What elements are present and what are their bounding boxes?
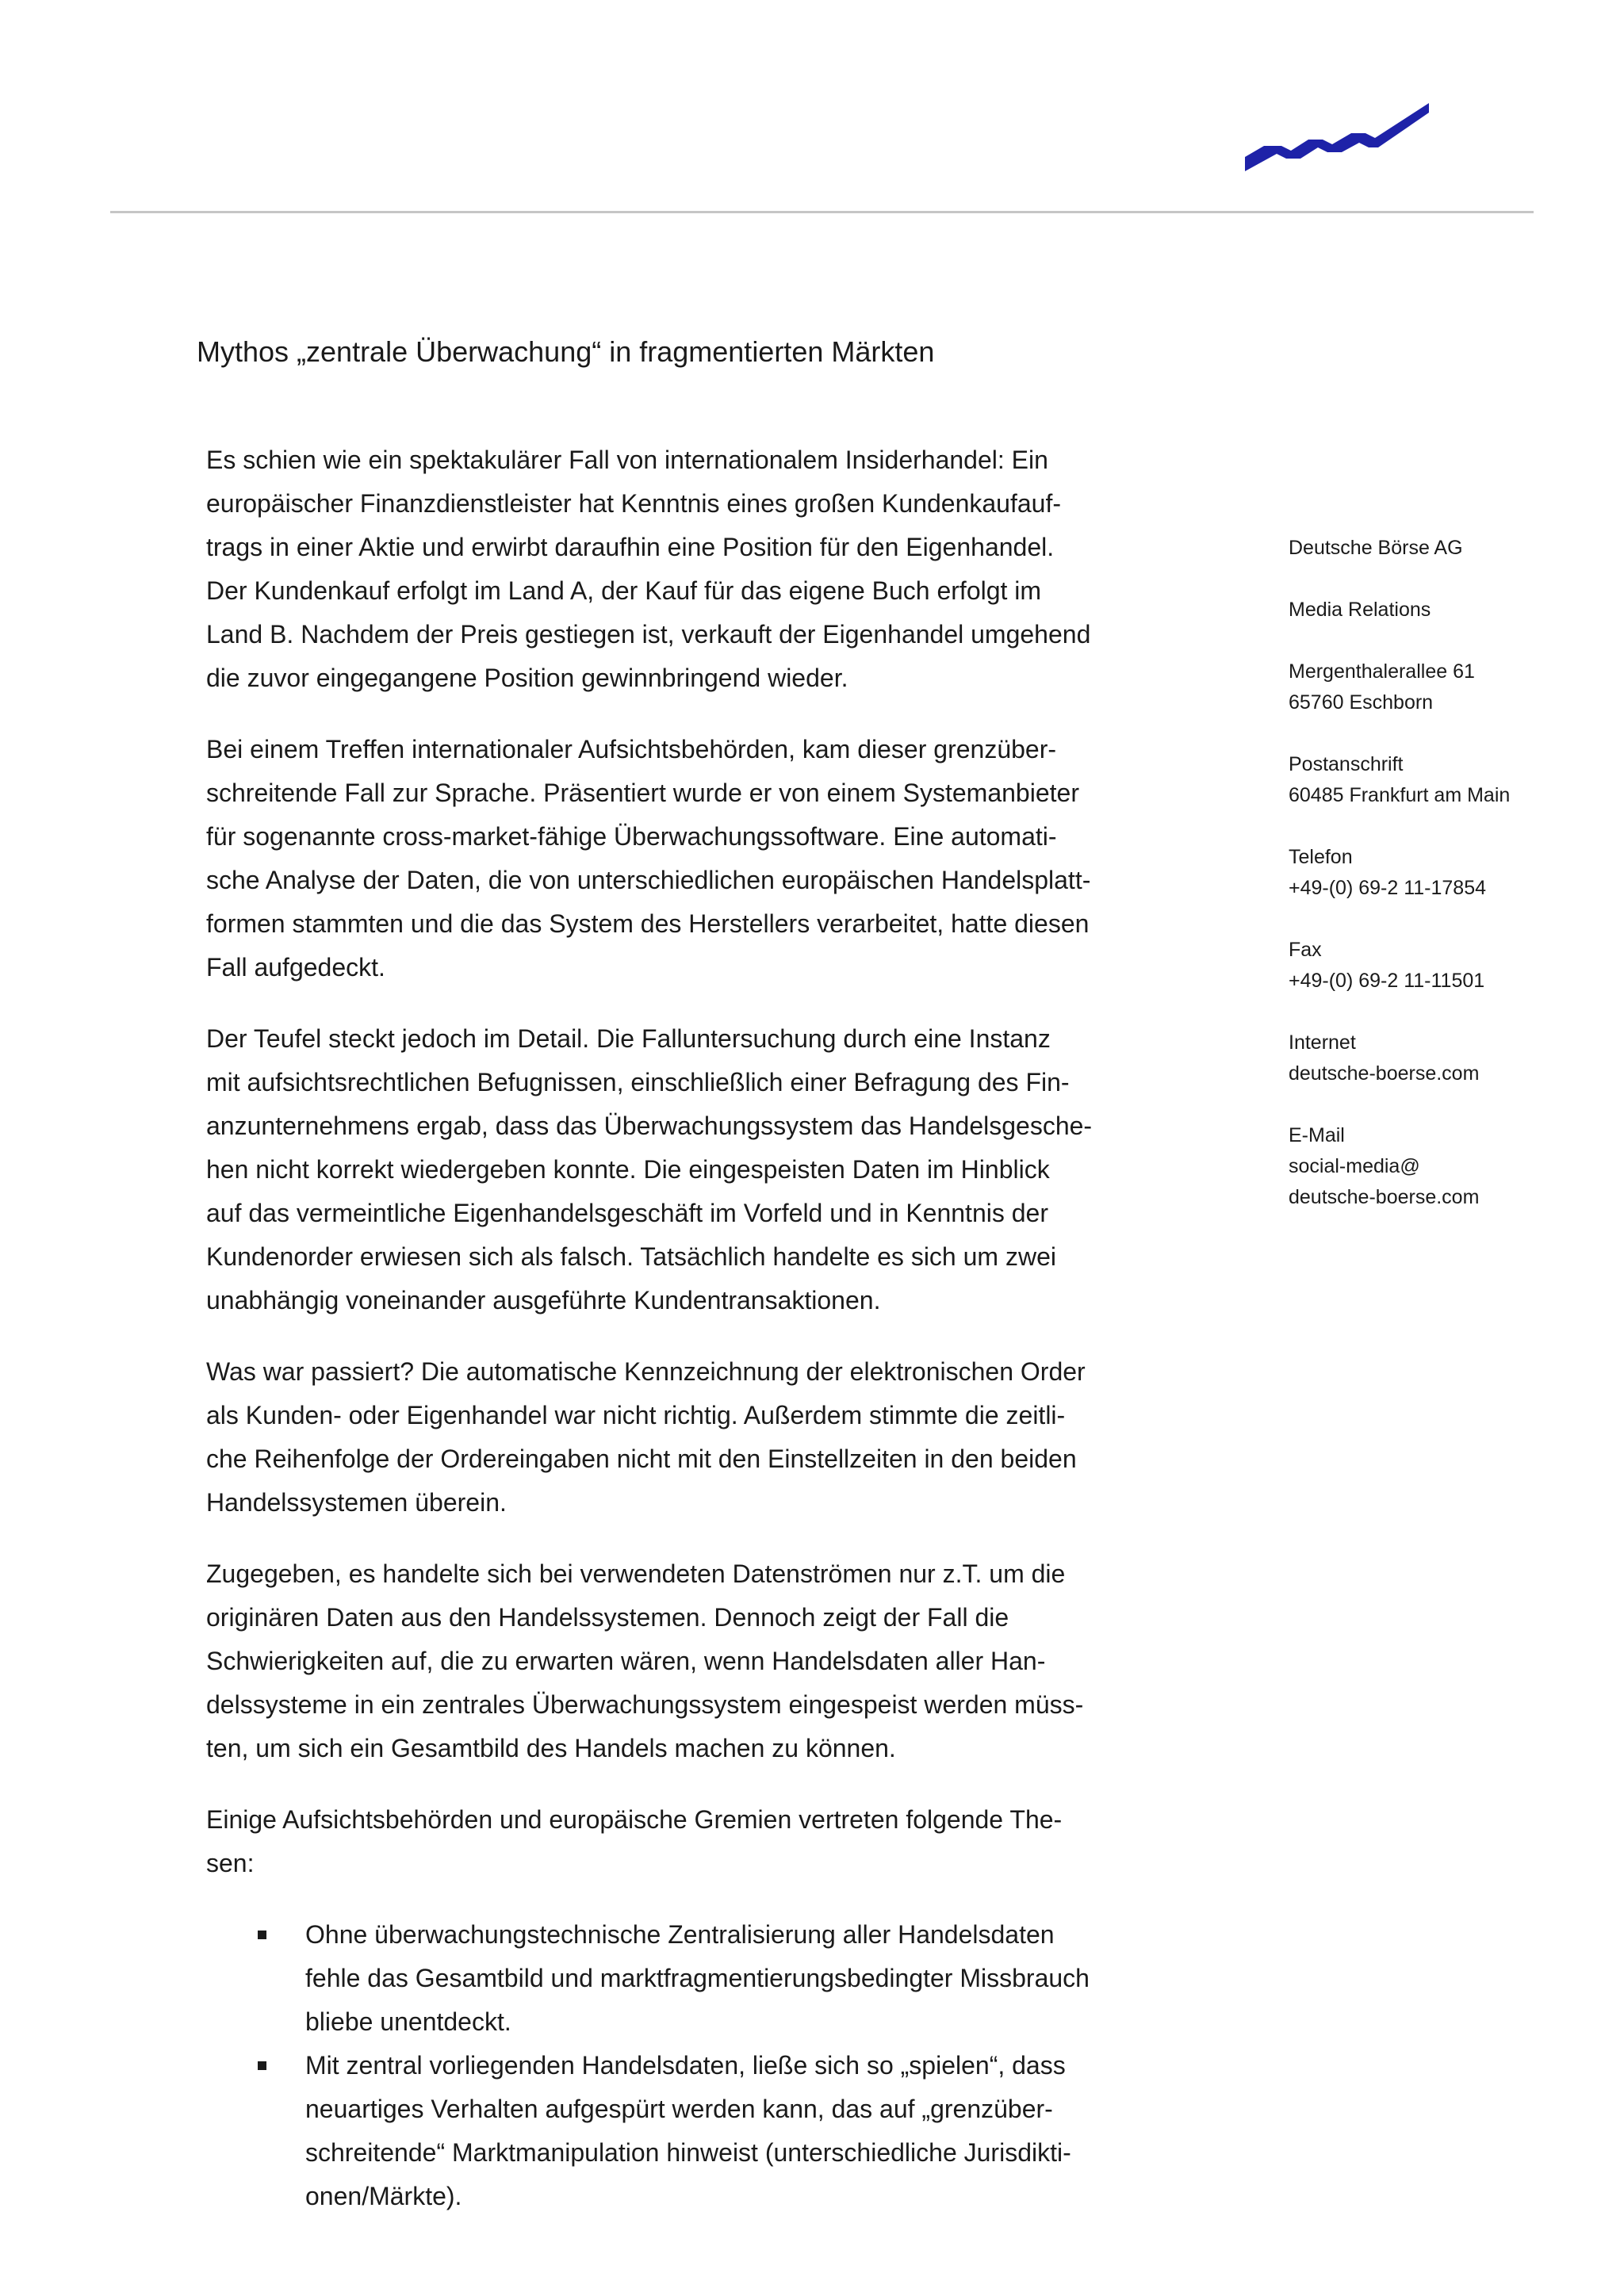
article-body: [206, 438, 1150, 2218]
paragraph-1: [206, 438, 1150, 700]
fax-block: [1289, 935, 1590, 997]
fax-value: +49-(0) 69-2 11-11501: [1289, 970, 1485, 992]
text-line: Was war passiert? Die automatische Kennzeichnung der elektronischen Order: [206, 1357, 1086, 1386]
postal-value: 60485 Frankfurt am Main: [1289, 784, 1511, 806]
department-name: Media Relations: [1289, 599, 1431, 621]
email-value-line-1: social-media@: [1289, 1155, 1420, 1177]
text-line: Es schien wie ein spektakulärer Fall von internationalem Insiderhandel: Ein: [206, 446, 1048, 474]
text-line: anzunternehmens ergab, dass das Überwachungssystem das Handelsgesche-: [206, 1112, 1093, 1140]
phone-label: Telefon: [1289, 846, 1353, 868]
text-line: ten, um sich ein Gesamtbild des Handels machen zu können.: [206, 1734, 896, 1762]
list-item: [206, 2044, 1150, 2218]
text-line: Schwierigkeiten auf, die zu erwarten wären, wenn Handelsdaten aller Han-: [206, 1647, 1046, 1675]
text-line: Bei einem Treffen internationaler Aufsichtsbehörden, kam dieser grenzüber-: [206, 735, 1057, 763]
text-line: fehle das Gesamtbild und marktfragmentierungsbedingter Missbrauch: [305, 1964, 1090, 1992]
text-line: Ohne überwachungstechnische Zentralisierung aller Handelsdaten: [305, 1920, 1055, 1949]
text-line: sche Analyse der Daten, die von unterschiedlichen europäischen Handelsplatt-: [206, 866, 1091, 894]
text-line: Land B. Nachdem der Preis gestiegen ist, verkauft der Eigenhandel umgehend: [206, 620, 1091, 649]
paragraph-4: [206, 1350, 1150, 1525]
deutsche-boerse-logo-icon: [1245, 103, 1429, 171]
phone-block: [1289, 842, 1590, 904]
text-line: Der Kundenkauf erfolgt im Land A, der Kauf für das eigene Buch erfolgt im: [206, 576, 1042, 605]
text-line: Der Teufel steckt jedoch im Detail. Die Falluntersuchung durch eine Instanz: [206, 1024, 1051, 1053]
internet-label: Internet: [1289, 1031, 1356, 1054]
text-line: als Kunden- oder Eigenhandel war nicht richtig. Außerdem stimmte die zeitli-: [206, 1401, 1066, 1429]
paragraph-3: [206, 1017, 1150, 1322]
text-line: Einige Aufsichtsbehörden und europäische Gremien vertreten folgende The-: [206, 1805, 1063, 1834]
text-line: bliebe unentdeckt.: [305, 2007, 511, 2036]
text-line: die zuvor eingegangene Position gewinnbringend wieder.: [206, 664, 848, 692]
text-line: Zugegeben, es handelte sich bei verwendeten Datenströmen nur z.T. um die: [206, 1559, 1066, 1588]
paragraph-2: [206, 728, 1150, 989]
fax-label: Fax: [1289, 939, 1322, 961]
text-line: auf das vermeintliche Eigenhandelsgeschäft im Vorfeld und in Kenntnis der: [206, 1199, 1048, 1227]
email-label: E-Mail: [1289, 1124, 1345, 1146]
text-line: Kundenorder erwiesen sich als falsch. Tatsächlich handelte es sich um zwei: [206, 1242, 1056, 1271]
thesis-list: [206, 1913, 1150, 2218]
internet-block: [1289, 1027, 1590, 1089]
address-block: [1289, 656, 1590, 718]
paragraph-5: [206, 1552, 1150, 1770]
text-line: Handelssystemen überein.: [206, 1488, 507, 1517]
text-line: unabhängig voneinander ausgeführte Kundentransaktionen.: [206, 1286, 881, 1314]
postal-label: Postanschrift: [1289, 753, 1404, 775]
text-line: Mit zentral vorliegenden Handelsdaten, ließe sich so „spielen“, dass: [305, 2051, 1066, 2080]
text-line: europäischer Finanzdienstleister hat Kenntnis eines großen Kundenkaufauf-: [206, 489, 1061, 518]
email-value-line-2: deutsche-boerse.com: [1289, 1186, 1480, 1208]
text-line: trags in einer Aktie und erwirbt daraufhin eine Position für den Eigenhandel.: [206, 533, 1055, 561]
text-line: hen nicht korrekt wiedergeben konnte. Die eingespeisten Daten im Hinblick: [206, 1155, 1050, 1184]
text-line: formen stammten und die das System des Herstellers verarbeitet, hatte diesen: [206, 909, 1090, 938]
email-block: [1289, 1120, 1590, 1213]
list-item: [206, 1913, 1150, 2044]
company-block: [1289, 533, 1590, 564]
header-divider: [110, 211, 1534, 213]
square-bullet-icon: [258, 1931, 266, 1939]
department-block: [1289, 595, 1590, 626]
paragraph-6: [206, 1798, 1150, 1885]
text-line: schreitende“ Marktmanipulation hinweist (unterschiedliche Jurisdikti-: [305, 2138, 1071, 2167]
text-line: schreitende Fall zur Sprache. Präsentiert wurde er von einem Systemanbieter: [206, 779, 1079, 807]
address-street: Mergenthalerallee 61: [1289, 660, 1475, 683]
address-city: 65760 Eschborn: [1289, 691, 1434, 714]
text-line: neuartiges Verhalten aufgespürt werden kann, das auf „grenzüber-: [305, 2095, 1053, 2123]
internet-value: deutsche-boerse.com: [1289, 1062, 1480, 1085]
text-line: che Reihenfolge der Ordereingaben nicht mit den Einstellzeiten in den beiden: [206, 1445, 1077, 1473]
company-name: Deutsche Börse AG: [1289, 537, 1463, 559]
text-line: originären Daten aus den Handelssystemen. Dennoch zeigt der Fall die: [206, 1603, 1009, 1632]
postal-block: [1289, 749, 1590, 811]
text-line: Fall aufgedeckt.: [206, 953, 385, 982]
square-bullet-icon: [258, 2061, 266, 2070]
page-title: Mythos „zentrale Überwachung“ in fragmentierten Märkten: [197, 335, 935, 368]
text-line: onen/Märkte).: [305, 2182, 462, 2210]
logo-wave-shape: [1245, 103, 1429, 171]
text-line: mit aufsichtsrechtlichen Befugnissen, einschließlich einer Befragung des Fin-: [206, 1068, 1070, 1096]
contact-sidebar: [1289, 533, 1590, 1244]
phone-value: +49-(0) 69-2 11-17854: [1289, 877, 1487, 899]
text-line: für sogenannte cross-market-fähige Überwachungssoftware. Eine automati-: [206, 822, 1057, 851]
text-line: sen:: [206, 1849, 255, 1877]
text-line: delssysteme in ein zentrales Überwachungssystem eingespeist werden müss-: [206, 1690, 1084, 1719]
